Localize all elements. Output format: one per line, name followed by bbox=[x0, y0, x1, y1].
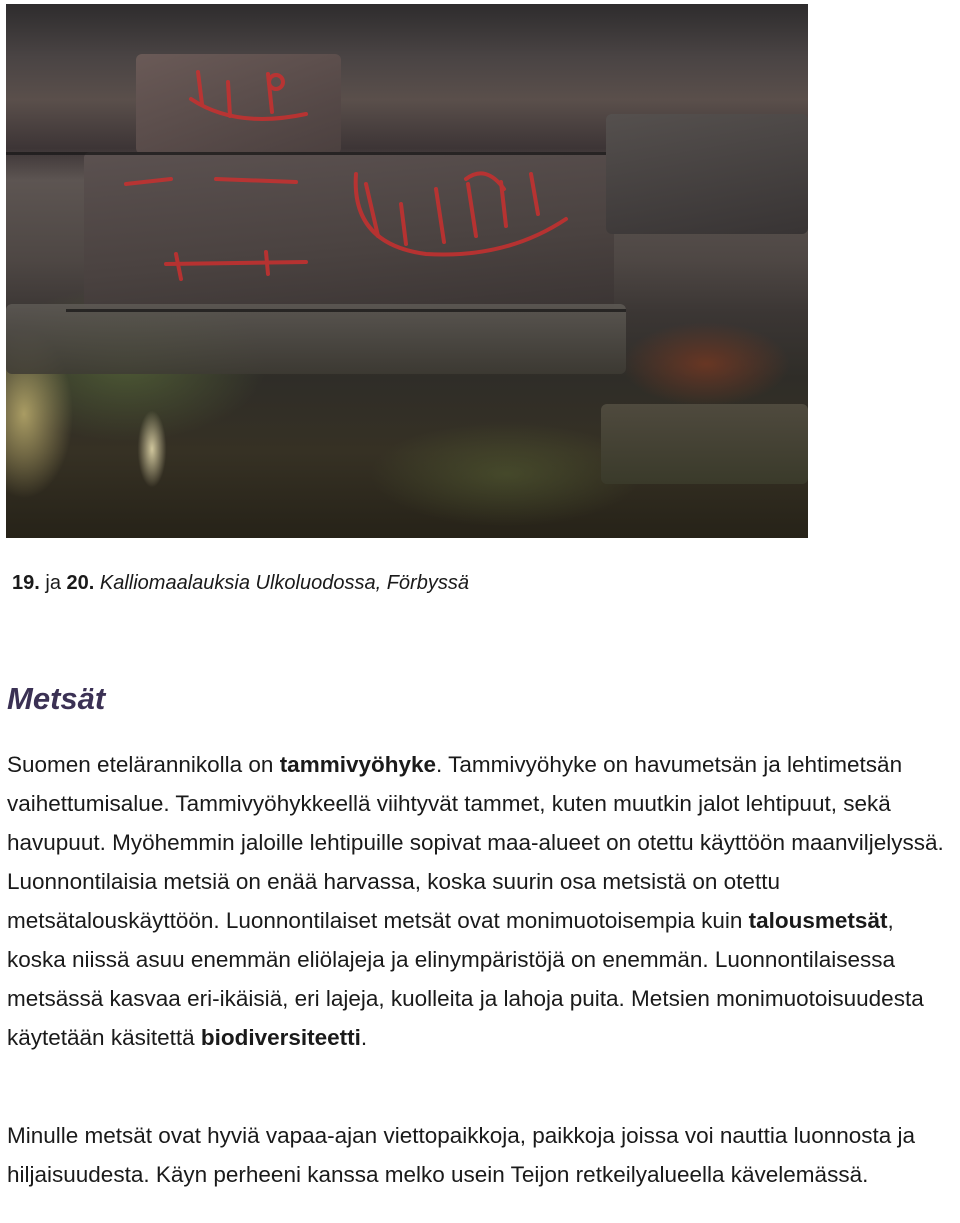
bold-term: biodiversiteetti bbox=[200, 1025, 361, 1050]
paragraph-personal: Minulle metsät ovat hyviä vapaa-ajan viettopaikkoja, paikkoja joissa voi nauttia luonnosta ja hiljaisuudesta. Käyn perheeni kanssa melko usein Teijon retkeilyalueella kävelemässä. bbox=[7, 1123, 916, 1187]
paragraph-forests bbox=[7, 745, 955, 1057]
cave-rock-paintings-photo bbox=[6, 4, 808, 538]
figure-caption bbox=[12, 569, 469, 597]
caption-text: Kalliomaalauksia Ulkoluodossa, Förbyssä bbox=[99, 572, 469, 594]
text-run: , koska niissä asuu enemmän eliölajeja ja elinympäristöjä on enemmän. Luonnontilaisessa metsässä kasvaa eri-ikäisiä, eri lajeja, kuolleita ja lahoja puita. Metsien monimuotoisuudesta käytetään käsitettä bbox=[7, 908, 924, 1050]
caption-number-2: 20. bbox=[66, 572, 95, 594]
text-run: . Tammivyöhyke on havumetsän ja lehtimetsän vaihettumisalue. Tammivyöhykkeellä viihtyvät tammet, kuten muutkin jalot lehtipuut, sekä havupuut. Myöhemmin jaloille lehtipuille sopivat maa-alueet on otettu käyttöön maanviljelyssä. Luonnontilaisia metsiä on enää harvassa, koska suurin osa metsistä on otettu metsätalouskäyttöön. Luonnontilaiset metsät ovat monimuotoisempia kuin bbox=[7, 752, 944, 933]
bold-term: tammivyöhyke bbox=[279, 752, 437, 777]
red-paintings-icon bbox=[6, 4, 808, 538]
section-heading: Metsät bbox=[7, 681, 106, 716]
caption-number-1: 19. bbox=[12, 572, 40, 594]
text-run: . bbox=[360, 1025, 368, 1050]
caption-conjunction: ja bbox=[45, 572, 61, 594]
text-run: Suomen etelärannikolla on bbox=[7, 752, 280, 777]
bold-term: talousmetsät bbox=[748, 908, 888, 933]
